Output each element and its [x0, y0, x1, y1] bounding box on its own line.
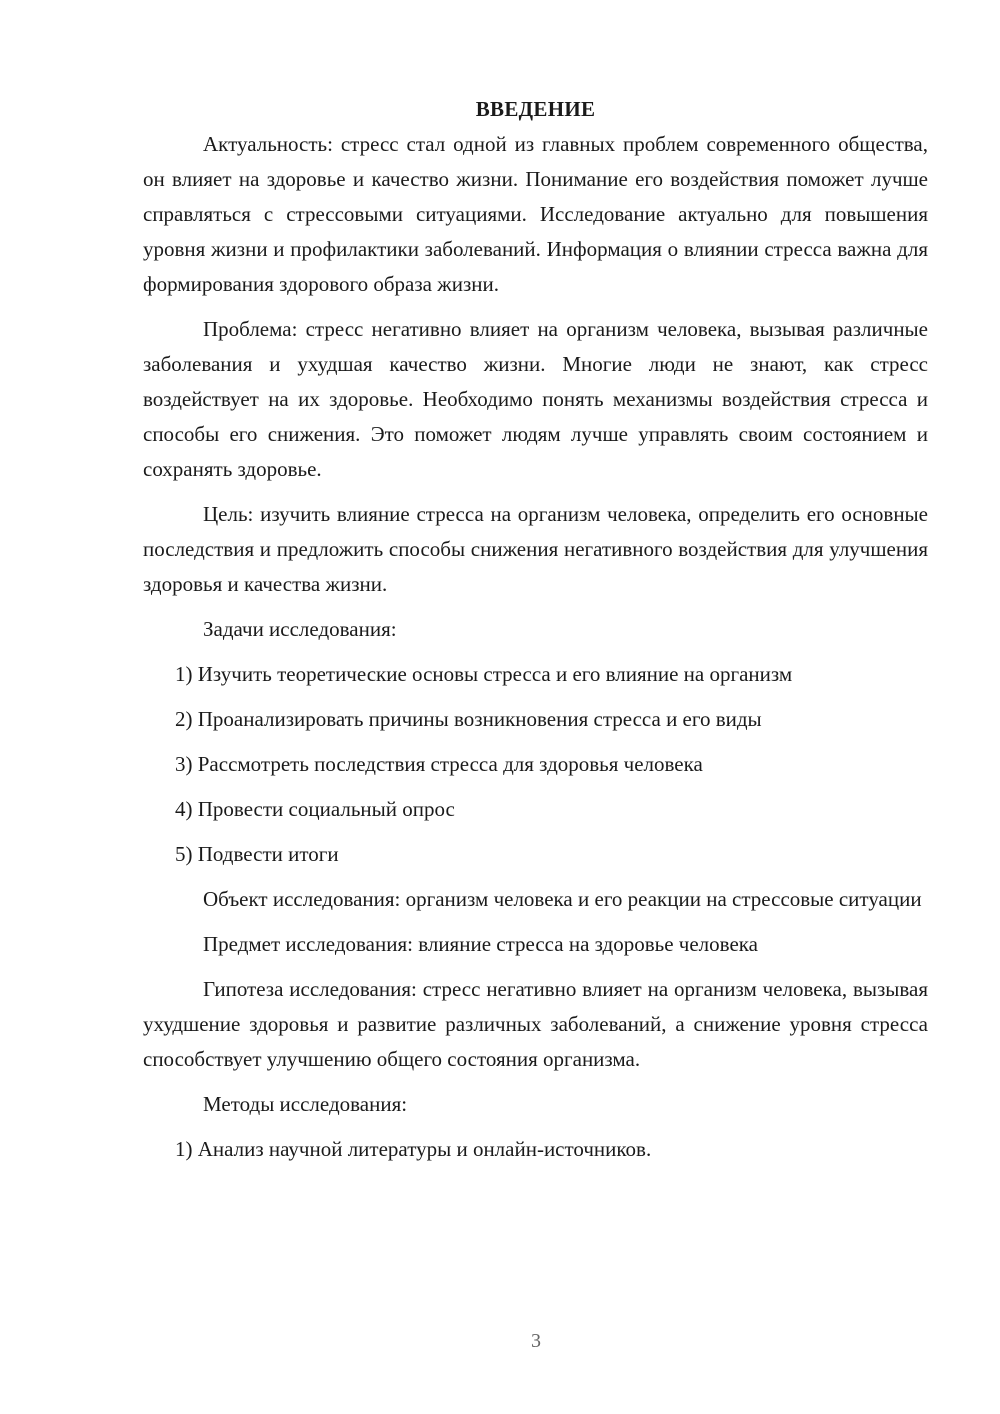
subject-paragraph: Предмет исследования: влияние стресса на здоровье человека [203, 932, 758, 956]
hypothesis-paragraph: Гипотеза исследования: стресс негативно влияет на организм человека, вызывая ухудшение здоровья и развитие различных заболеваний, а снижение уровня стресса способствует улучшению общего состояния организма. [143, 977, 928, 1071]
section-heading: ВВЕДЕНИЕ [475, 97, 596, 121]
page-number: 3 [531, 1330, 541, 1352]
list-item: 1) Анализ научной литературы и онлайн-источников. [175, 1137, 652, 1161]
list-item: 3) Рассмотреть последствия стресса для здоровья человека [175, 752, 703, 776]
goal-paragraph: Цель: изучить влияние стресса на организм человека, определить его основные последствия и предложить способы снижения негативного воздействия для улучшения здоровья и качества жизни. [143, 502, 928, 596]
problem-paragraph: Проблема: стресс негативно влияет на организм человека, вызывая различные заболевания и ухудшая качество жизни. Многие люди не знают, как стресс воздействует на их здоровье. Необходимо понять механизмы воздействия стресса и способы его снижения. Это поможет людям лучше управлять своим состоянием и сохранять здоровье. [143, 317, 928, 481]
list-item: 2) Проанализировать причины возникновения стресса и его виды [175, 707, 762, 731]
tasks-label: Задачи исследования: [203, 617, 397, 641]
tasks-list [143, 657, 928, 872]
methods-list [143, 1132, 928, 1167]
object-paragraph: Объект исследования: организм человека и его реакции на стрессовые ситуации [203, 887, 922, 911]
list-item: 5) Подвести итоги [175, 842, 339, 866]
document-page [143, 92, 928, 1177]
methods-label: Методы исследования: [203, 1092, 408, 1116]
list-item: 1) Изучить теоретические основы стресса и его влияние на организм [175, 662, 793, 686]
list-item: 4) Провести социальный опрос [175, 797, 455, 821]
relevance-paragraph: Актуальность: стресс стал одной из главных проблем современного общества, он влияет на здоровье и качество жизни. Понимание его воздействия поможет лучше справляться с стрессовыми ситуациями. Исследование актуально для повышения уровня жизни и профилактики заболеваний. Информация о влиянии стресса важна для формирования здорового образа жизни. [143, 132, 928, 296]
